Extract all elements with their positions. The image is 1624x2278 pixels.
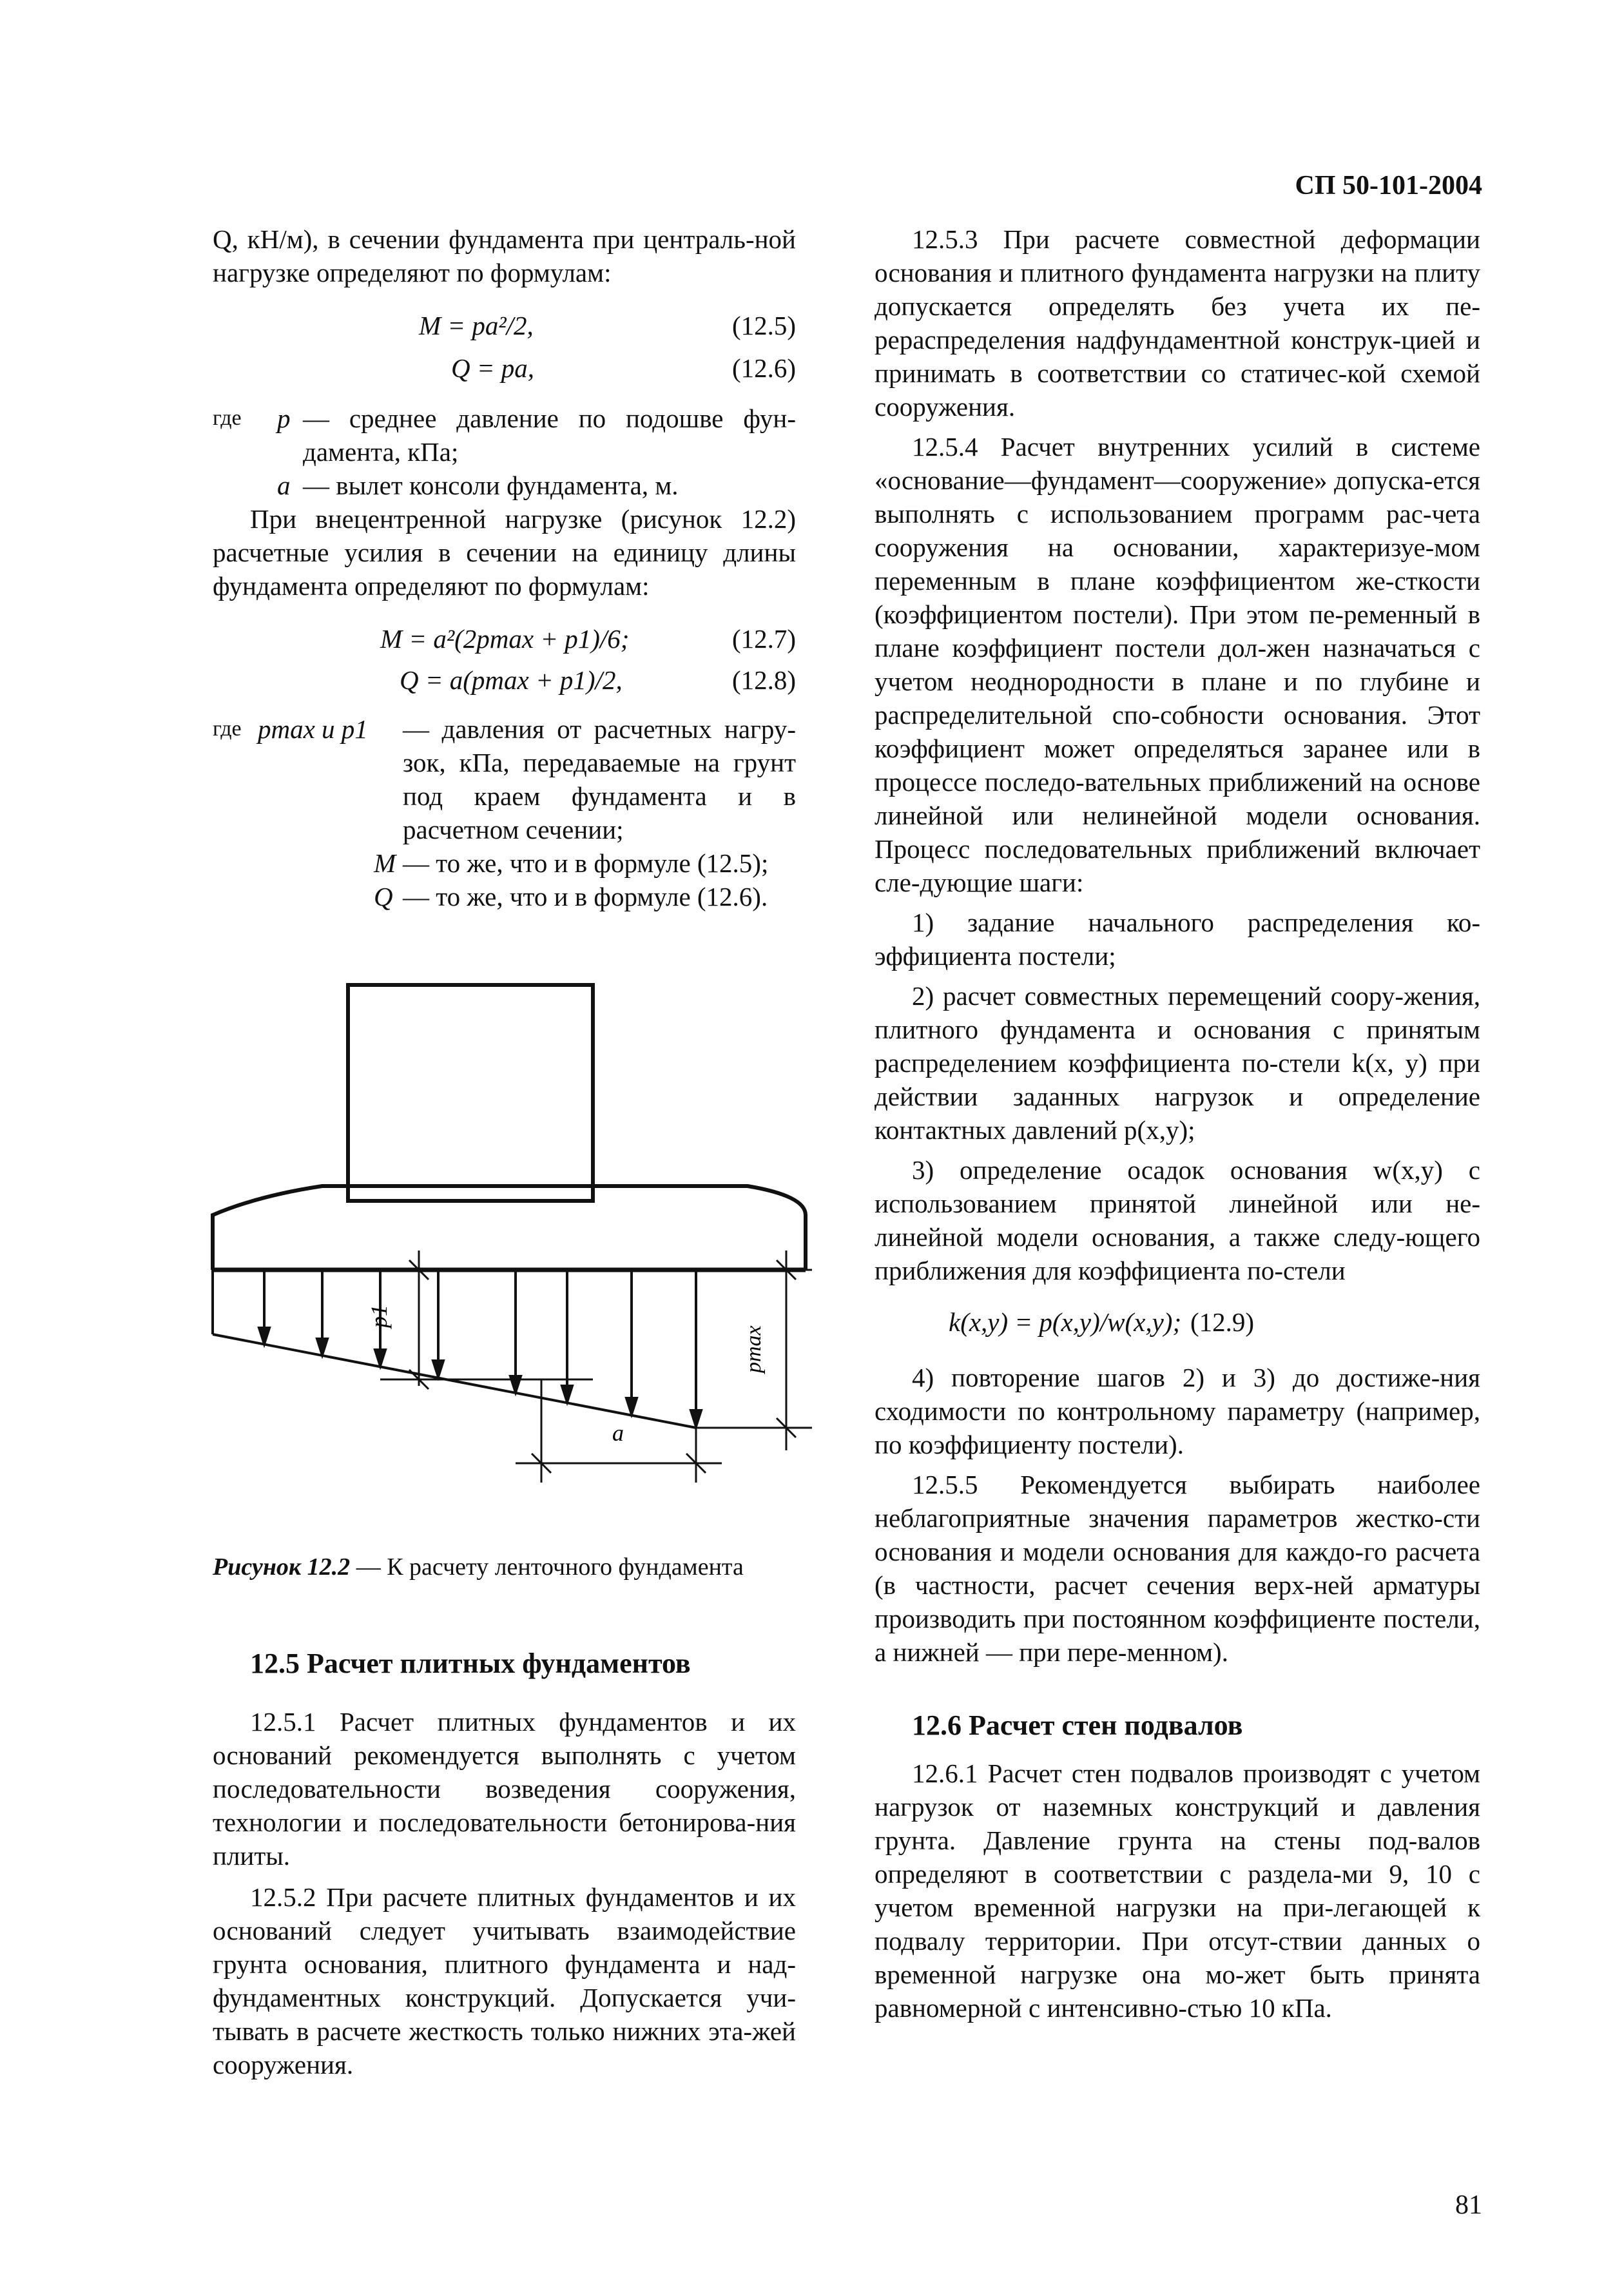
formula-expression: M = pa²/2, xyxy=(419,311,534,340)
paragraph-12-6-1: 12.6.1 Расчет стен подвалов производят с учетом нагрузок от наземных конструкций и давления грунта. Давление грунта на стены под-валов определяют в соответствии с раздела-ми 9, 10 с учетом временной нагрузки на при-легающей к подвалу территории. При отсут-ствии данных о временной нагрузке она мо-жет быть принята равномерной с интенсивно-стью 10 кПа. xyxy=(875,1758,1480,2023)
formula-expression: Q = pa, xyxy=(451,353,535,383)
step-4: 4) повторение шагов 2) и 3) до достиже-ния сходимости по контрольному параметру (например, по коэффициенту постели). xyxy=(875,1363,1480,1459)
where-row-a xyxy=(213,469,796,502)
figure-strip-foundation xyxy=(193,967,812,1521)
document-code: СП 50-101-2004 xyxy=(1295,171,1482,200)
step-2: 2) расчет совместных перемещений соору-жения, плитного фундамента и основания с принятым распределением коэффициента по-стели k(x, y) при действии заданных нагрузок и определение контактных давлений p(x,y); xyxy=(875,981,1480,1145)
where-row-pmax xyxy=(213,712,796,846)
symbol-p: p xyxy=(277,404,291,433)
paragraph-12-5-5: 12.5.5 Рекомендуется выбирать наиболее неблагоприятные значения параметров жестко-сти основания и модели основания для каждо-го расчета (в частности, расчет сечения верх-ней арматуры производить при постоянном коэффициенте постели, а нижней — при пере-менном). xyxy=(875,1470,1480,1667)
formula-expression: Q = a(pmax + p1)/2, xyxy=(400,665,623,695)
paragraph-12-5-1: 12.5.1 Расчет плитных фундаментов и их оснований рекомендуется выполнять с учетом последовательности возведения сооружения, технологии и последовательности бетонирова-ния плиты. xyxy=(213,1707,796,1871)
wall-block xyxy=(348,985,593,1201)
pressure-arrows xyxy=(259,1270,701,1426)
definition-q: — то же, что и в формуле (12.6). xyxy=(403,882,768,911)
paragraph-12-5-2: 12.5.2 При расчете плитных фундаментов и их оснований следует учитывать взаимодействие грунта основания, плитного фундамента и над-фундаментных конструкций. Допускается учи-тывать в расчете жесткость только нижних эта-жей сооружения. xyxy=(213,1882,796,2079)
definition-p: — среднее давление по подошве фун-дамента, кПа; xyxy=(303,404,796,467)
formula-12-5 xyxy=(213,309,796,346)
symbol-m: M xyxy=(374,848,396,878)
where-row-q xyxy=(213,880,796,913)
paragraph-intro: Q, кН/м), в сечении фундамента при централь-ной нагрузке определяют по формулам: xyxy=(213,224,796,287)
symbol-a: a xyxy=(277,471,291,500)
formula-number: (12.6) xyxy=(731,353,796,383)
label-p1: p1 xyxy=(366,1305,392,1328)
definition-a: — вылет консоли фундамента, м. xyxy=(303,471,679,500)
formula-12-6 xyxy=(213,351,796,389)
where-block-2 xyxy=(213,712,796,913)
label-pmax: pmax xyxy=(742,1325,766,1373)
paragraph-12-5-4: 12.5.4 Расчет внутренних усилий в системе «основание—фундамент—сооружение» допуска-ется выполнять с использованием программ рас-чета сооружения на основании, характеризуе-мом переменным в плане коэффициентом же-сткости (коэффициентом постели). При этом пе-ременный в плане коэффициент постели дол-жен назначаться с учетом неоднородности в плане и по глубине и распределительной спо-собности основания. Этот коэффициент может определяться заранее или в процессе последо-вательных приближений на основе линейной или нелинейной модели основания. Процесс последовательных приближений включает сле-дующие шаги: xyxy=(875,432,1480,897)
definition-m: — то же, что и в формуле (12.5); xyxy=(403,848,769,878)
formula-12-9 xyxy=(875,1305,1480,1343)
figure-caption xyxy=(213,1550,796,1584)
symbol-q: Q xyxy=(374,882,393,911)
caption-figure-number: Рисунок 12.2 xyxy=(213,1553,351,1581)
where-label: где xyxy=(213,717,242,741)
caption-text: — К расчету ленточного фундамента xyxy=(350,1553,744,1581)
where-block-1 xyxy=(213,402,796,502)
definition-pmax-p1: — давления от расчетных нагру-зок, кПа, передаваемые на грунт под краем фундамента и в расчетном сечении; xyxy=(403,714,796,844)
formula-expression: M = a²(2pmax + p1)/6; xyxy=(380,624,630,654)
step-3: 3) определение осадок основания w(x,y) с использованием принятой линейной или не-линейной модели основания, а также следу-ющего приближения для коэффициента по-стели xyxy=(875,1155,1480,1285)
pressure-slope xyxy=(213,1334,696,1428)
formula-expression: k(x,y) = p(x,y)/w(x,y); xyxy=(949,1307,1182,1337)
where-row-p xyxy=(213,402,796,469)
section-heading-12-5: 12.5 Расчет плитных фундаментов xyxy=(250,1648,691,1679)
paragraph-eccentric: При внецентренной нагрузке (рисунок 12.2) расчетные усилия в сечении на единицу длины фундамента определяют по формулам: xyxy=(213,504,796,601)
formula-12-7 xyxy=(213,622,796,659)
paragraph-12-5-3: 12.5.3 При расчете совместной деформации основания и плитного фундамента нагрузки на плиту допускается определять без учета их пе-рераспределения надфундаментной конструк-цией и принимать в соответствии со статичес-кой схемой сооружения. xyxy=(875,224,1480,422)
label-a: a xyxy=(612,1420,624,1446)
footing-outline xyxy=(213,1186,806,1270)
formula-12-8 xyxy=(213,663,796,701)
right-column xyxy=(875,222,1480,2025)
left-column xyxy=(213,222,796,913)
where-row-m xyxy=(213,846,796,880)
formula-number: (12.9) xyxy=(1190,1307,1255,1337)
step-1: 1) задание начального распределения ко-эффициента постели; xyxy=(875,908,1480,971)
formula-number: (12.7) xyxy=(731,624,796,654)
formula-number: (12.8) xyxy=(731,665,796,695)
section-heading-12-6: 12.6 Расчет стен подвалов xyxy=(912,1709,1243,1741)
page-number: 81 xyxy=(1455,2190,1482,2220)
section-12-5-body xyxy=(213,1705,796,2081)
where-label: где xyxy=(213,406,242,430)
symbol-pmax-p1: pmax и p1 xyxy=(258,714,368,744)
formula-number: (12.5) xyxy=(731,311,796,340)
